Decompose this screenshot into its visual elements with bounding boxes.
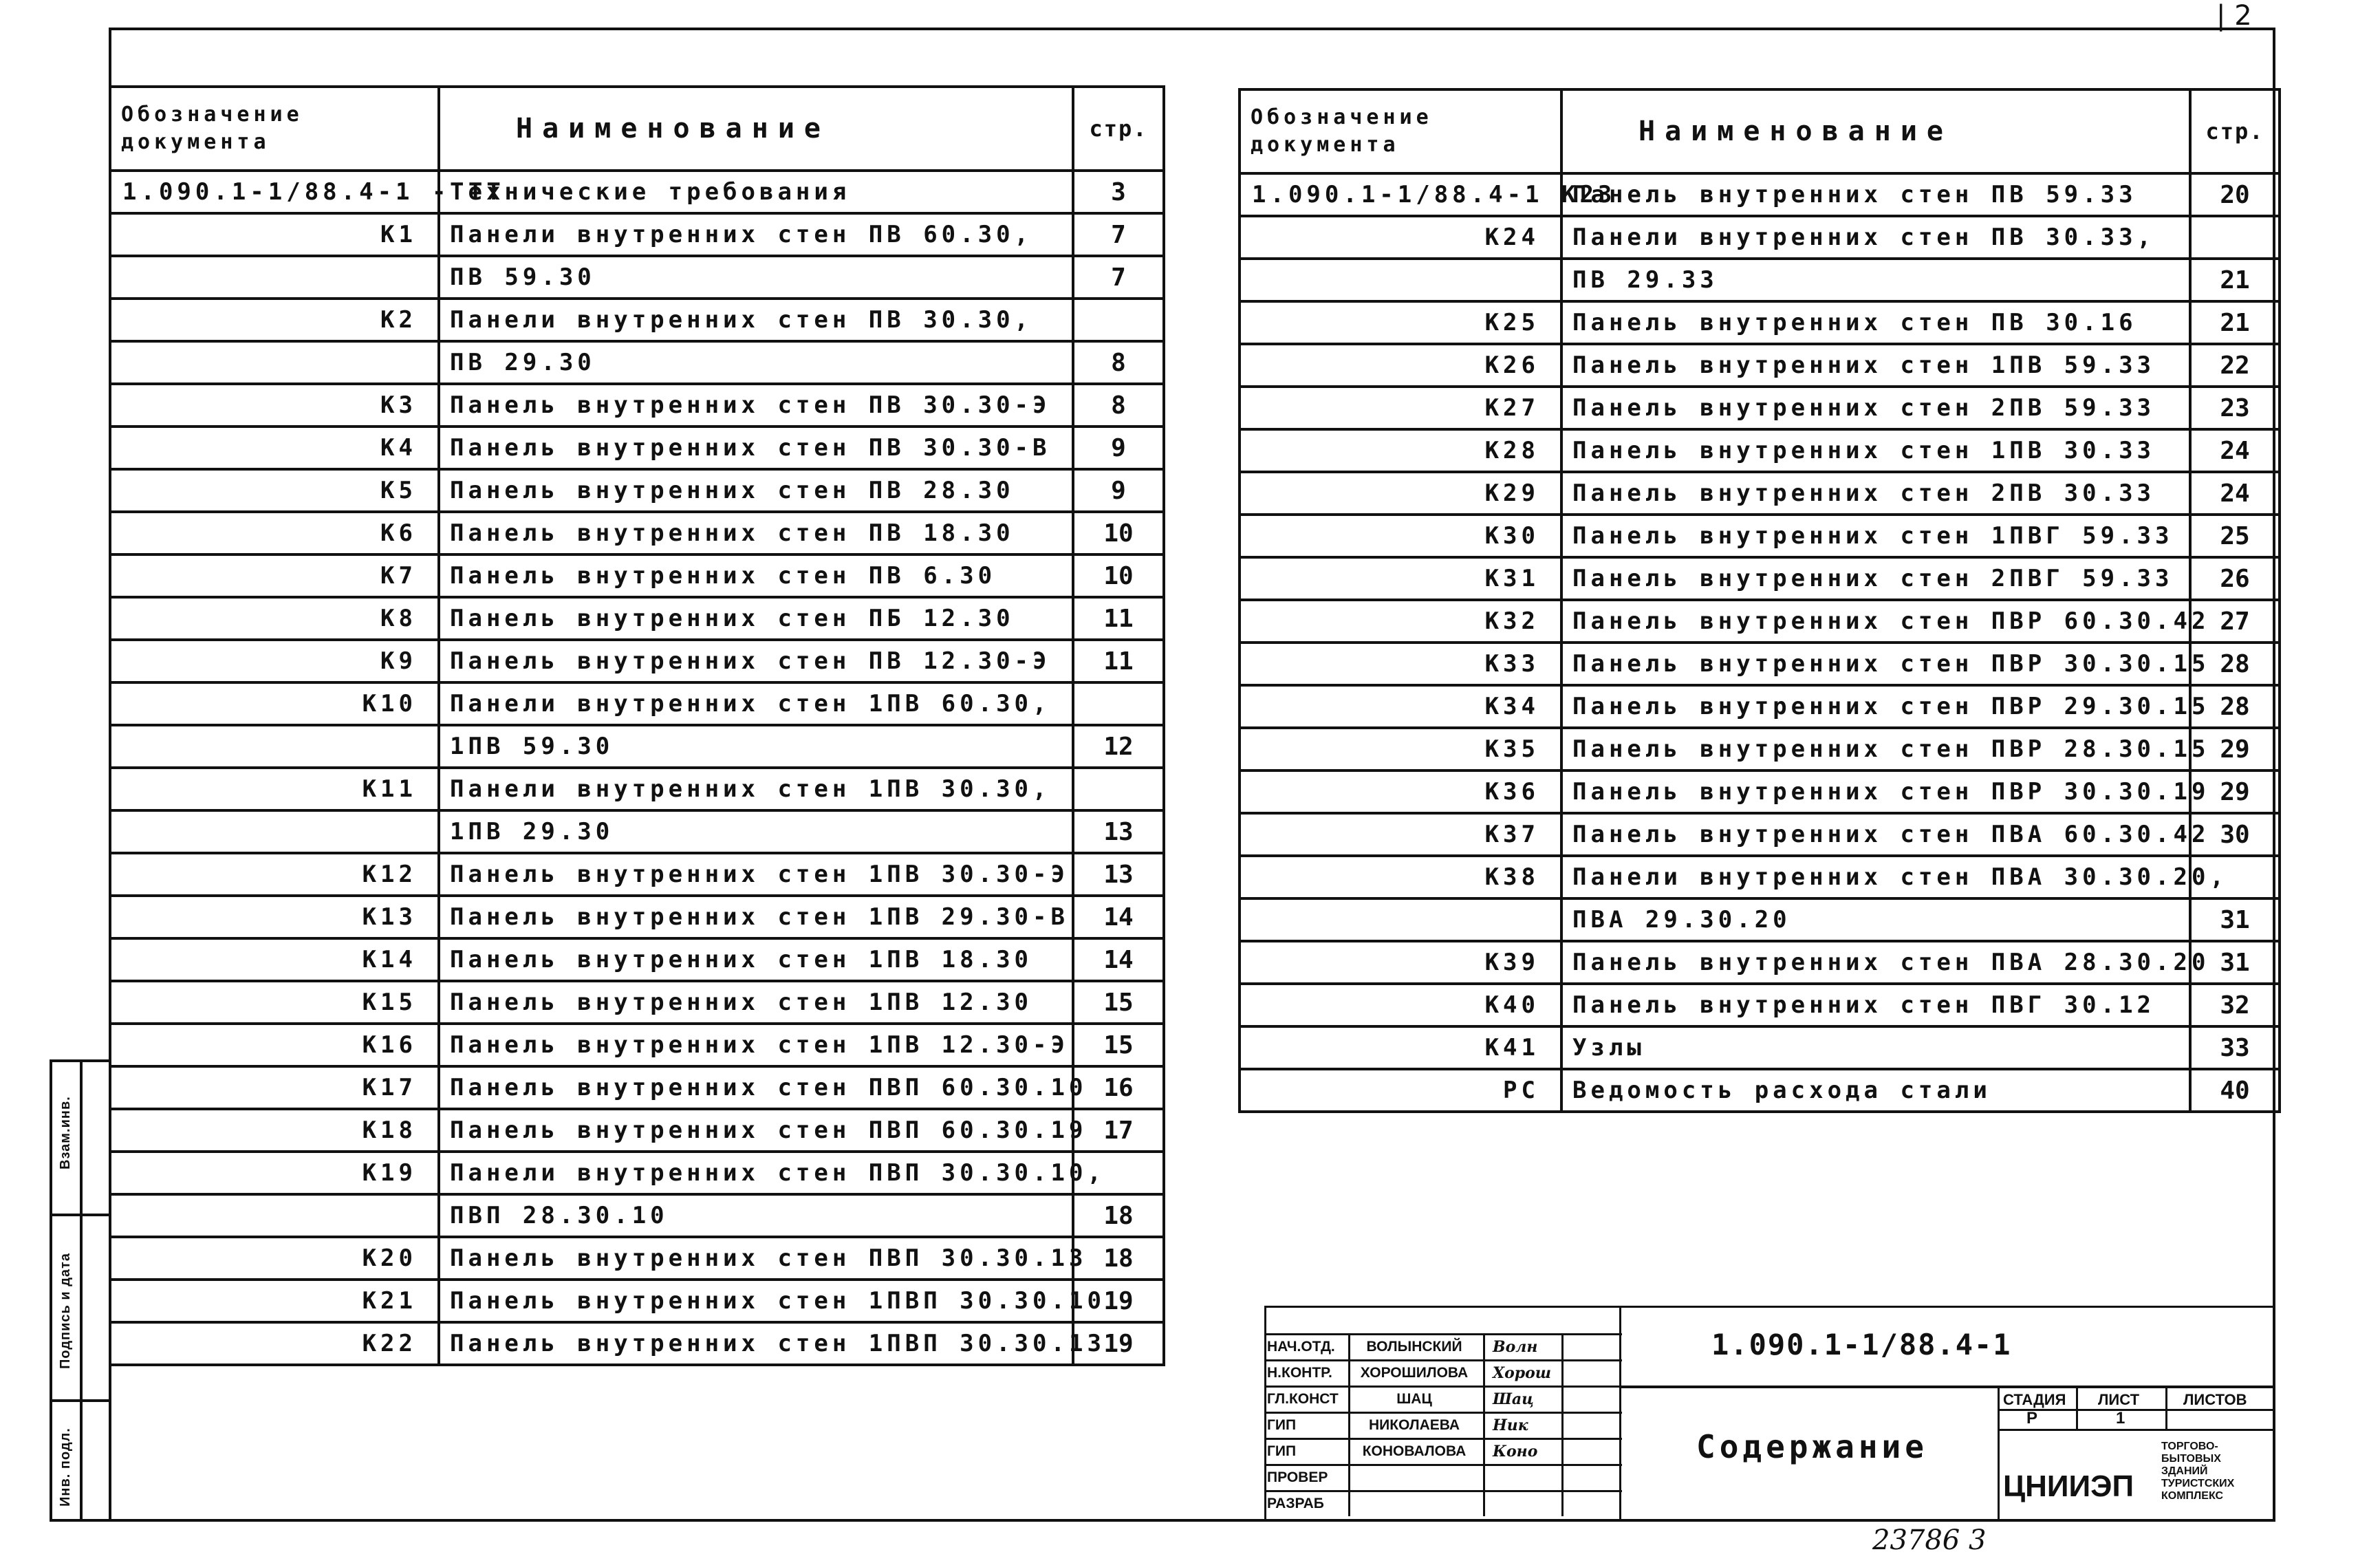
table-row	[1240, 173, 2280, 216]
table-row	[1240, 898, 2280, 941]
row-page: 20	[2190, 173, 2280, 216]
table-row	[1240, 643, 2280, 685]
row-designation: К37	[1240, 813, 1561, 856]
row-page: 19	[1073, 1280, 1164, 1322]
row-name: Панель внутренних стен 1ПВ 12.30	[439, 981, 1073, 1024]
table-row	[1240, 1026, 2280, 1069]
signature: Волн	[1493, 1335, 1564, 1359]
table-row	[110, 1194, 1164, 1237]
contents-table-left	[109, 85, 1165, 1366]
table-row	[110, 810, 1164, 853]
sheet-label: ЛИСТ	[2098, 1391, 2140, 1408]
row-name: Панель внутренних стен 2ПВГ 59.33	[1561, 557, 2190, 600]
row-name: ПВА 29.30.20	[1561, 898, 2190, 941]
table-row	[1240, 813, 2280, 856]
row-page: 31	[2190, 941, 2280, 984]
row-designation	[110, 341, 439, 384]
table-row	[110, 682, 1164, 725]
row-name: Панель внутренних стен ПВП 60.30.19	[439, 1109, 1073, 1152]
row-page: 13	[1073, 810, 1164, 853]
row-page: 14	[1073, 938, 1164, 981]
row-page: 9	[1073, 469, 1164, 512]
row-name: ПВП 28.30.10	[439, 1194, 1073, 1237]
table-row	[110, 1237, 1164, 1280]
row-page: 28	[2190, 685, 2280, 728]
row-page	[1073, 299, 1164, 341]
row-designation: К21	[110, 1280, 439, 1322]
signature: Хорош	[1493, 1361, 1564, 1386]
title-block	[1264, 1306, 2275, 1522]
table-row	[1240, 429, 2280, 472]
header-name: Наименование	[439, 87, 1073, 171]
contents-table-right	[1238, 88, 2281, 1113]
row-designation: К4	[110, 427, 439, 469]
row-page: 10	[1073, 554, 1164, 597]
row-designation: 1.090.1-1/88.4-1 К23	[1240, 173, 1561, 216]
signatory-row	[1264, 1359, 1622, 1386]
row-name: Панель внутренних стен ПВ 30.16	[1561, 301, 2190, 344]
row-page: 30	[2190, 813, 2280, 856]
row-designation	[110, 725, 439, 768]
row-name: Панели внутренних стен ПВА 30.30.20,	[1561, 856, 2190, 898]
table-row	[110, 938, 1164, 981]
row-name: Панель внутренних стен ПВП 60.30.10	[439, 1066, 1073, 1109]
table-header	[110, 87, 1164, 171]
row-name: Панель внутренних стен ПВР 60.30.42	[1561, 600, 2190, 643]
signatory-name	[1345, 1466, 1485, 1490]
row-designation: К17	[110, 1066, 439, 1109]
row-designation: К40	[1240, 984, 1561, 1026]
org-detail-line: ТУРИСТСКИХ	[2161, 1478, 2235, 1489]
inv-original-label: Инв. подл.	[58, 1427, 73, 1507]
row-designation	[110, 256, 439, 299]
row-page	[1073, 768, 1164, 810]
row-page: 28	[2190, 643, 2280, 685]
row-designation: К18	[110, 1109, 439, 1152]
row-name: Панель внутренних стен 1ПВ 29.30-В	[439, 896, 1073, 938]
frame-top-band	[109, 28, 2275, 30]
row-name: Панель внутренних стен ПВР 30.30.19	[1561, 770, 2190, 813]
table-row	[1240, 941, 2280, 984]
sheets-label: ЛИСТОВ	[2183, 1391, 2247, 1408]
signatory-row	[1264, 1412, 1622, 1438]
row-page: 22	[2190, 344, 2280, 387]
row-name: Панель внутренних стен ПВ 30.30-Э	[439, 384, 1073, 427]
table-row	[110, 1322, 1164, 1365]
row-name: ПВ 29.33	[1561, 259, 2190, 301]
table-row	[1240, 770, 2280, 813]
stage-value: Р	[2026, 1409, 2038, 1427]
header-designation: Обозначение документа	[110, 87, 439, 171]
row-name: Панель внутренних стен ПВА 28.30.20	[1561, 941, 2190, 984]
row-page: 21	[2190, 301, 2280, 344]
row-name: Панели внутренних стен 1ПВ 30.30,	[439, 768, 1073, 810]
table-row	[110, 981, 1164, 1024]
row-designation: К11	[110, 768, 439, 810]
row-designation: К8	[110, 597, 439, 640]
table-row	[1240, 216, 2280, 259]
row-page: 19	[1073, 1322, 1164, 1365]
row-page: 10	[1073, 512, 1164, 554]
row-designation: К3	[110, 384, 439, 427]
row-page: 8	[1073, 384, 1164, 427]
row-designation: К25	[1240, 301, 1561, 344]
row-page: 9	[1073, 427, 1164, 469]
org-detail-line: БЫТОВЫХ	[2161, 1453, 2221, 1465]
row-designation: К1	[110, 213, 439, 256]
table-row	[110, 469, 1164, 512]
row-name: Панель внутренних стен 2ПВ 59.33	[1561, 387, 2190, 429]
table-row	[110, 1066, 1164, 1109]
row-designation: К2	[110, 299, 439, 341]
table-row	[110, 768, 1164, 810]
table-row	[110, 341, 1164, 384]
row-name: Панель внутренних стен ПВ 18.30	[439, 512, 1073, 554]
signatory-name: ВОЛЫНСКИЙ	[1345, 1335, 1485, 1359]
row-name: Панель внутренних стен ПБ 12.30	[439, 597, 1073, 640]
signatory-name: КОНОВАЛОВА	[1345, 1440, 1485, 1464]
table-row	[110, 725, 1164, 768]
signatory-role: Н.КОНТР.	[1264, 1361, 1350, 1386]
row-page: 15	[1073, 1024, 1164, 1066]
table-header	[1240, 89, 2280, 173]
row-name: Панель внутренних стен ПВП 30.30.13	[439, 1237, 1073, 1280]
org-detail	[2161, 1441, 2234, 1502]
row-name: Панель внутренних стен 1ПВП 30.30.10	[439, 1280, 1073, 1322]
row-page: 16	[1073, 1066, 1164, 1109]
row-designation: К7	[110, 554, 439, 597]
table-row	[110, 299, 1164, 341]
row-page	[2190, 216, 2280, 259]
row-name: Панель внутренних стен ПВР 30.30.15	[1561, 643, 2190, 685]
row-page	[1073, 682, 1164, 725]
table-row	[110, 1024, 1164, 1066]
row-designation: К29	[1240, 472, 1561, 515]
row-page: 12	[1073, 725, 1164, 768]
header-page: стр.	[2190, 89, 2280, 173]
signatories-list	[1264, 1333, 1622, 1516]
row-name: Ведомость расхода стали	[1561, 1069, 2190, 1112]
table-row	[110, 256, 1164, 299]
signatory-role: ГИП	[1264, 1440, 1350, 1464]
table-row	[110, 1109, 1164, 1152]
signature: Коно	[1493, 1440, 1564, 1464]
replaced-label: Взам.инв.	[58, 1096, 73, 1169]
row-designation: К27	[1240, 387, 1561, 429]
signature	[1493, 1466, 1564, 1490]
table-row	[1240, 344, 2280, 387]
row-page: 32	[2190, 984, 2280, 1026]
row-designation	[1240, 259, 1561, 301]
row-page: 18	[1073, 1194, 1164, 1237]
row-name: Панель внутренних стен 1ПВ 59.33	[1561, 344, 2190, 387]
sheet-value: 1	[2116, 1409, 2125, 1427]
row-designation	[1240, 898, 1561, 941]
row-page: 7	[1073, 213, 1164, 256]
table-row	[110, 640, 1164, 682]
signatory-row	[1264, 1333, 1622, 1359]
row-designation	[110, 810, 439, 853]
row-name: ПВ 59.30	[439, 256, 1073, 299]
table-row	[1240, 515, 2280, 557]
row-page: 17	[1073, 1109, 1164, 1152]
row-page: 26	[2190, 557, 2280, 600]
row-designation: К32	[1240, 600, 1561, 643]
signatory-row	[1264, 1464, 1622, 1490]
row-page: 7	[1073, 256, 1164, 299]
signatory-name: НИКОЛАЕВА	[1345, 1414, 1485, 1438]
row-name: Панель внутренних стен 1ПВП 30.30.13	[439, 1322, 1073, 1365]
row-page: 24	[2190, 429, 2280, 472]
row-designation: К34	[1240, 685, 1561, 728]
row-designation: К26	[1240, 344, 1561, 387]
table-row	[1240, 685, 2280, 728]
row-designation: К14	[110, 938, 439, 981]
table-row	[110, 1152, 1164, 1194]
row-designation: К15	[110, 981, 439, 1024]
table-row	[110, 512, 1164, 554]
row-page: 27	[2190, 600, 2280, 643]
row-designation: К35	[1240, 728, 1561, 770]
row-page: 18	[1073, 1237, 1164, 1280]
table-row	[1240, 728, 2280, 770]
corner-mark: | 2	[2216, 0, 2252, 32]
table-row	[110, 384, 1164, 427]
signatory-role: НАЧ.ОТД.	[1264, 1335, 1350, 1359]
table-row	[1240, 472, 2280, 515]
table-row	[110, 853, 1164, 896]
row-designation: К13	[110, 896, 439, 938]
signatory-role: ГИП	[1264, 1414, 1350, 1438]
signatory-row	[1264, 1386, 1622, 1412]
row-name: Панель внутренних стен 1ПВ 12.30-Э	[439, 1024, 1073, 1066]
table-row	[110, 171, 1164, 213]
row-name: Панель внутренних стен ПВ 30.30-В	[439, 427, 1073, 469]
table-row	[1240, 984, 2280, 1026]
signatory-role: РАЗРАБ	[1264, 1492, 1350, 1516]
row-name: Панель внутренних стен ПВР 28.30.15	[1561, 728, 2190, 770]
footer-number: 23786 3	[1872, 1524, 1987, 1556]
table-row	[1240, 557, 2280, 600]
row-page: 11	[1073, 597, 1164, 640]
row-name: Панель внутренних стен ПВГ 30.12	[1561, 984, 2190, 1026]
row-name: Панель внутренних стен ПВ 6.30	[439, 554, 1073, 597]
row-name: Панели внутренних стен 1ПВ 60.30,	[439, 682, 1073, 725]
row-name: Панель внутренних стен ПВА 60.30.42	[1561, 813, 2190, 856]
row-designation: К10	[110, 682, 439, 725]
row-page: 13	[1073, 853, 1164, 896]
row-designation: К20	[110, 1237, 439, 1280]
row-designation: К12	[110, 853, 439, 896]
row-designation: К28	[1240, 429, 1561, 472]
table-row	[1240, 387, 2280, 429]
row-designation: К6	[110, 512, 439, 554]
row-page: 15	[1073, 981, 1164, 1024]
signatory-role: ГЛ.КОНСТ	[1264, 1388, 1350, 1412]
row-name: Панель внутренних стен 2ПВ 30.33	[1561, 472, 2190, 515]
signatory-row	[1264, 1438, 1622, 1464]
signature: Ник	[1493, 1414, 1564, 1438]
row-designation: К38	[1240, 856, 1561, 898]
table-row	[110, 554, 1164, 597]
table-row	[1240, 600, 2280, 643]
row-name: ПВ 29.30	[439, 341, 1073, 384]
table-row	[1240, 259, 2280, 301]
table-row	[110, 597, 1164, 640]
row-name: Панель внутренних стен 1ПВ 18.30	[439, 938, 1073, 981]
row-designation: К41	[1240, 1026, 1561, 1069]
row-name: Панель внутренних стен 1ПВ 30.30-Э	[439, 853, 1073, 896]
table-row	[110, 213, 1164, 256]
row-designation: РС	[1240, 1069, 1561, 1112]
row-designation: К30	[1240, 515, 1561, 557]
row-designation: К36	[1240, 770, 1561, 813]
row-name: Панель внутренних стен 1ПВ 30.33	[1561, 429, 2190, 472]
signatory-name	[1345, 1492, 1485, 1516]
row-name: Панели внутренних стен ПВ 30.30,	[439, 299, 1073, 341]
row-page: 25	[2190, 515, 2280, 557]
row-page: 29	[2190, 770, 2280, 813]
header-name: Наименование	[1561, 89, 2190, 173]
row-designation: К19	[110, 1152, 439, 1194]
signature: Шац	[1493, 1388, 1564, 1412]
row-name: 1ПВ 29.30	[439, 810, 1073, 853]
row-name: Технические требования	[439, 171, 1073, 213]
row-page: 23	[2190, 387, 2280, 429]
row-page: 8	[1073, 341, 1164, 384]
table-row	[110, 427, 1164, 469]
signatory-name: ХОРОШИЛОВА	[1345, 1361, 1485, 1386]
row-designation: К5	[110, 469, 439, 512]
org-name: ЦНИИЭП	[2003, 1469, 2134, 1503]
row-name: 1ПВ 59.30	[439, 725, 1073, 768]
signature	[1493, 1492, 1564, 1516]
row-designation: К9	[110, 640, 439, 682]
row-designation: К39	[1240, 941, 1561, 984]
table-row	[110, 1280, 1164, 1322]
row-page: 40	[2190, 1069, 2280, 1112]
header-page: стр.	[1073, 87, 1164, 171]
signatory-name: ШАЦ	[1345, 1388, 1485, 1412]
stage-label: СТАДИЯ	[2003, 1391, 2066, 1408]
signatory-row	[1264, 1490, 1622, 1516]
row-name: Панель внутренних стен ПВ 59.33	[1561, 173, 2190, 216]
row-page: 14	[1073, 896, 1164, 938]
row-page: 29	[2190, 728, 2280, 770]
row-page: 24	[2190, 472, 2280, 515]
row-page: 31	[2190, 898, 2280, 941]
header-designation: Обозначение документа	[1240, 89, 1561, 173]
table-row	[1240, 856, 2280, 898]
table-row	[1240, 1069, 2280, 1112]
row-designation: К33	[1240, 643, 1561, 685]
row-page: 33	[2190, 1026, 2280, 1069]
signatory-role: ПРОВЕР	[1264, 1466, 1350, 1490]
row-designation: К22	[110, 1322, 439, 1365]
row-name: Панели внутренних стен ПВ 60.30,	[439, 213, 1073, 256]
sheet-title: Содержание	[1696, 1428, 1928, 1465]
row-name: Панели внутренних стен ПВП 30.30.10,	[439, 1152, 1073, 1194]
org-detail-line: ТОРГОВО-	[2161, 1441, 2218, 1452]
row-name: Панель внутренних стен ПВР 29.30.15	[1561, 685, 2190, 728]
doc-number: 1.090.1-1/88.4-1	[1711, 1328, 2012, 1361]
row-name: Панель внутренних стен ПВ 28.30	[439, 469, 1073, 512]
row-designation: К24	[1240, 216, 1561, 259]
row-page: 3	[1073, 171, 1164, 213]
row-name: Панель внутренних стен ПВ 12.30-Э	[439, 640, 1073, 682]
org-detail-line: ЗДАНИЙ	[2161, 1465, 2208, 1477]
row-page: 11	[1073, 640, 1164, 682]
row-designation: К31	[1240, 557, 1561, 600]
row-page: 21	[2190, 259, 2280, 301]
signature-date-label: Подпись и дата	[58, 1253, 73, 1369]
table-row	[1240, 301, 2280, 344]
row-name: Панели внутренних стен ПВ 30.33,	[1561, 216, 2190, 259]
row-designation: К16	[110, 1024, 439, 1066]
row-designation	[110, 1194, 439, 1237]
org-detail-line: КОМПЛЕКС	[2161, 1490, 2224, 1502]
row-name: Панель внутренних стен 1ПВГ 59.33	[1561, 515, 2190, 557]
row-name: Узлы	[1561, 1026, 2190, 1069]
table-row	[110, 896, 1164, 938]
row-designation: 1.090.1-1/88.4-1 - ТТ	[110, 171, 439, 213]
